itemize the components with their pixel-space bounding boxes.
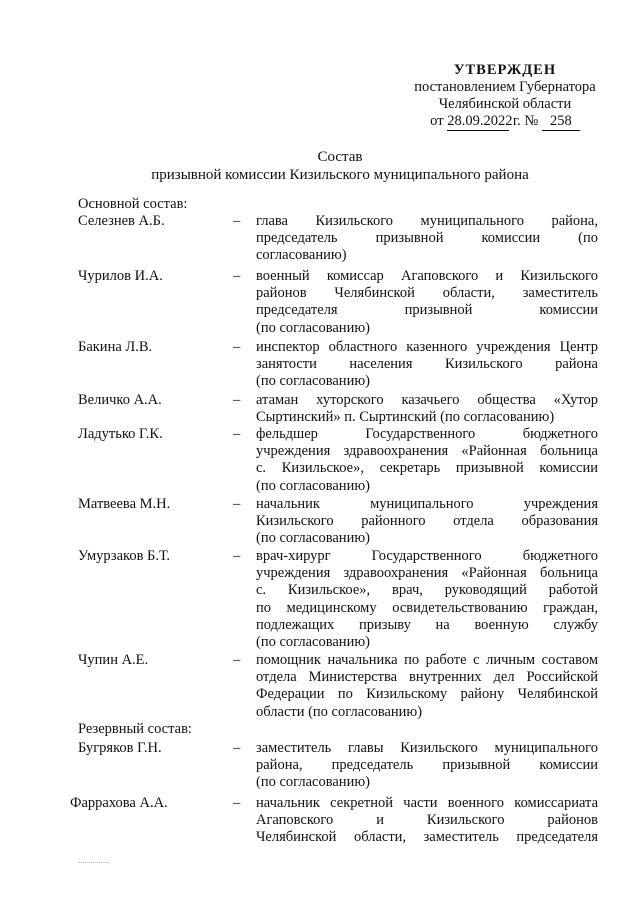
dash-separator: –	[233, 392, 241, 408]
member-position	[256, 392, 598, 426]
member-name: Ладутько Г.К.	[78, 426, 163, 442]
position-line: с. Кизильское», врач, руководящий работой	[256, 582, 598, 599]
decree-date: 28.09.2022	[447, 113, 513, 129]
decree-prefix: от	[430, 113, 444, 129]
title-line-2: призывной комиссии Кизильского муниципального района	[151, 167, 529, 183]
member-position	[256, 795, 598, 847]
member-name: Бугряков Г.Н.	[78, 740, 162, 756]
dash-separator: –	[233, 740, 241, 756]
position-line: (по согласованию)	[256, 477, 370, 494]
member-name: Величко А.А.	[78, 392, 162, 408]
dash-separator: –	[233, 795, 241, 811]
decree-suffix: г. №	[512, 113, 539, 129]
position-line: атаман хуторского казачьего общества «Хутор	[256, 392, 598, 408]
position-line: согласованию)	[256, 247, 347, 264]
member-position	[256, 268, 598, 337]
position-line: Сыртинский» п. Сыртинский (по согласованию)	[256, 409, 555, 426]
position-line: учреждения здравоохранения «Районная больница	[256, 443, 598, 460]
position-line: учреждения здравоохранения «Районная больница	[256, 565, 598, 582]
decree-line	[405, 113, 605, 131]
position-line: врач-хирург Государственного бюджетного	[256, 548, 598, 564]
position-line: занятости населения Кизильского района	[256, 356, 598, 373]
position-line: начальник муниципального учреждения	[256, 496, 598, 512]
position-line: области (по согласованию)	[256, 703, 423, 720]
position-line: с. Кизильское», секретарь призывной комиссии	[256, 460, 598, 477]
member-name: Бакина Л.В.	[78, 339, 153, 355]
member-name: Фаррахова А.А.	[70, 795, 168, 811]
member-name: Чурилов И.А.	[78, 268, 163, 284]
dash-separator: –	[233, 268, 241, 284]
dash-separator: –	[233, 548, 241, 564]
position-line: по медицинскому освидетельствованию граждан,	[256, 599, 598, 616]
member-position	[256, 213, 598, 265]
approval-heading: УТВЕРЖДЕН	[453, 62, 557, 78]
position-line: (по согласованию)	[256, 634, 370, 651]
position-line: районов Челябинской области, заместитель	[256, 285, 598, 302]
position-line: Челябинской области, заместитель председателя	[256, 829, 598, 846]
dash-separator: –	[233, 496, 241, 512]
position-line: военный комиссар Агаповского и Кизильского	[256, 268, 598, 284]
member-name: Матвеева М.Н.	[78, 496, 171, 512]
member-position	[256, 426, 598, 495]
position-line: начальник секретной части военного комиссариата	[256, 795, 598, 811]
member-position	[256, 652, 598, 721]
member-position	[256, 740, 598, 792]
member-name: Селезнев А.Б.	[78, 213, 165, 229]
approval-line-2: Челябинской области	[438, 96, 572, 112]
position-line: отдела Министерства внутренних дел Российской	[256, 669, 598, 686]
position-line: района, председатель призывной комиссии	[256, 757, 598, 774]
position-line: Кизильского районного отдела образования	[256, 513, 598, 530]
position-line: помощник начальника по работе с личным составом	[256, 652, 598, 668]
position-line: председатель призывной комиссии (по	[256, 230, 598, 247]
position-line: (по согласованию)	[256, 530, 370, 547]
position-line: (по согласованию)	[256, 774, 370, 791]
approval-block	[405, 62, 605, 131]
dash-separator: –	[233, 213, 241, 229]
position-line: глава Кизильского муниципального района,	[256, 213, 598, 229]
approval-line-1: постановлением Губернатора	[414, 79, 596, 95]
member-position	[256, 548, 598, 651]
title-line-1: Состав	[317, 149, 363, 165]
document-title	[120, 148, 560, 184]
position-line: председателя призывной комиссии	[256, 302, 598, 319]
position-line: (по согласованию)	[256, 373, 370, 390]
member-name: Умурзаков Б.Т.	[78, 548, 171, 564]
decree-number: 258	[542, 113, 580, 131]
main-section-label: Основной состав:	[78, 196, 188, 212]
reserve-section-label: Резервный состав:	[78, 721, 192, 737]
position-line: фельдшер Государственного бюджетного	[256, 426, 598, 442]
dash-separator: –	[233, 652, 241, 668]
position-line: (по согласованию)	[256, 319, 370, 336]
position-line: подлежащих призыву на военную службу	[256, 616, 598, 633]
dash-separator: –	[233, 426, 241, 442]
position-line: Агаповского и Кизильского районов	[256, 812, 598, 829]
position-line: Федерации по Кизильскому району Челябинской	[256, 686, 598, 703]
member-name: Чупин А.Е.	[78, 652, 149, 668]
member-position	[256, 339, 598, 391]
dash-separator: –	[233, 339, 241, 355]
page-edge-mark	[78, 862, 108, 863]
position-line: инспектор областного казенного учреждения Центр	[256, 339, 598, 355]
member-position	[256, 496, 598, 548]
position-line: заместитель главы Кизильского муниципального	[256, 740, 598, 756]
